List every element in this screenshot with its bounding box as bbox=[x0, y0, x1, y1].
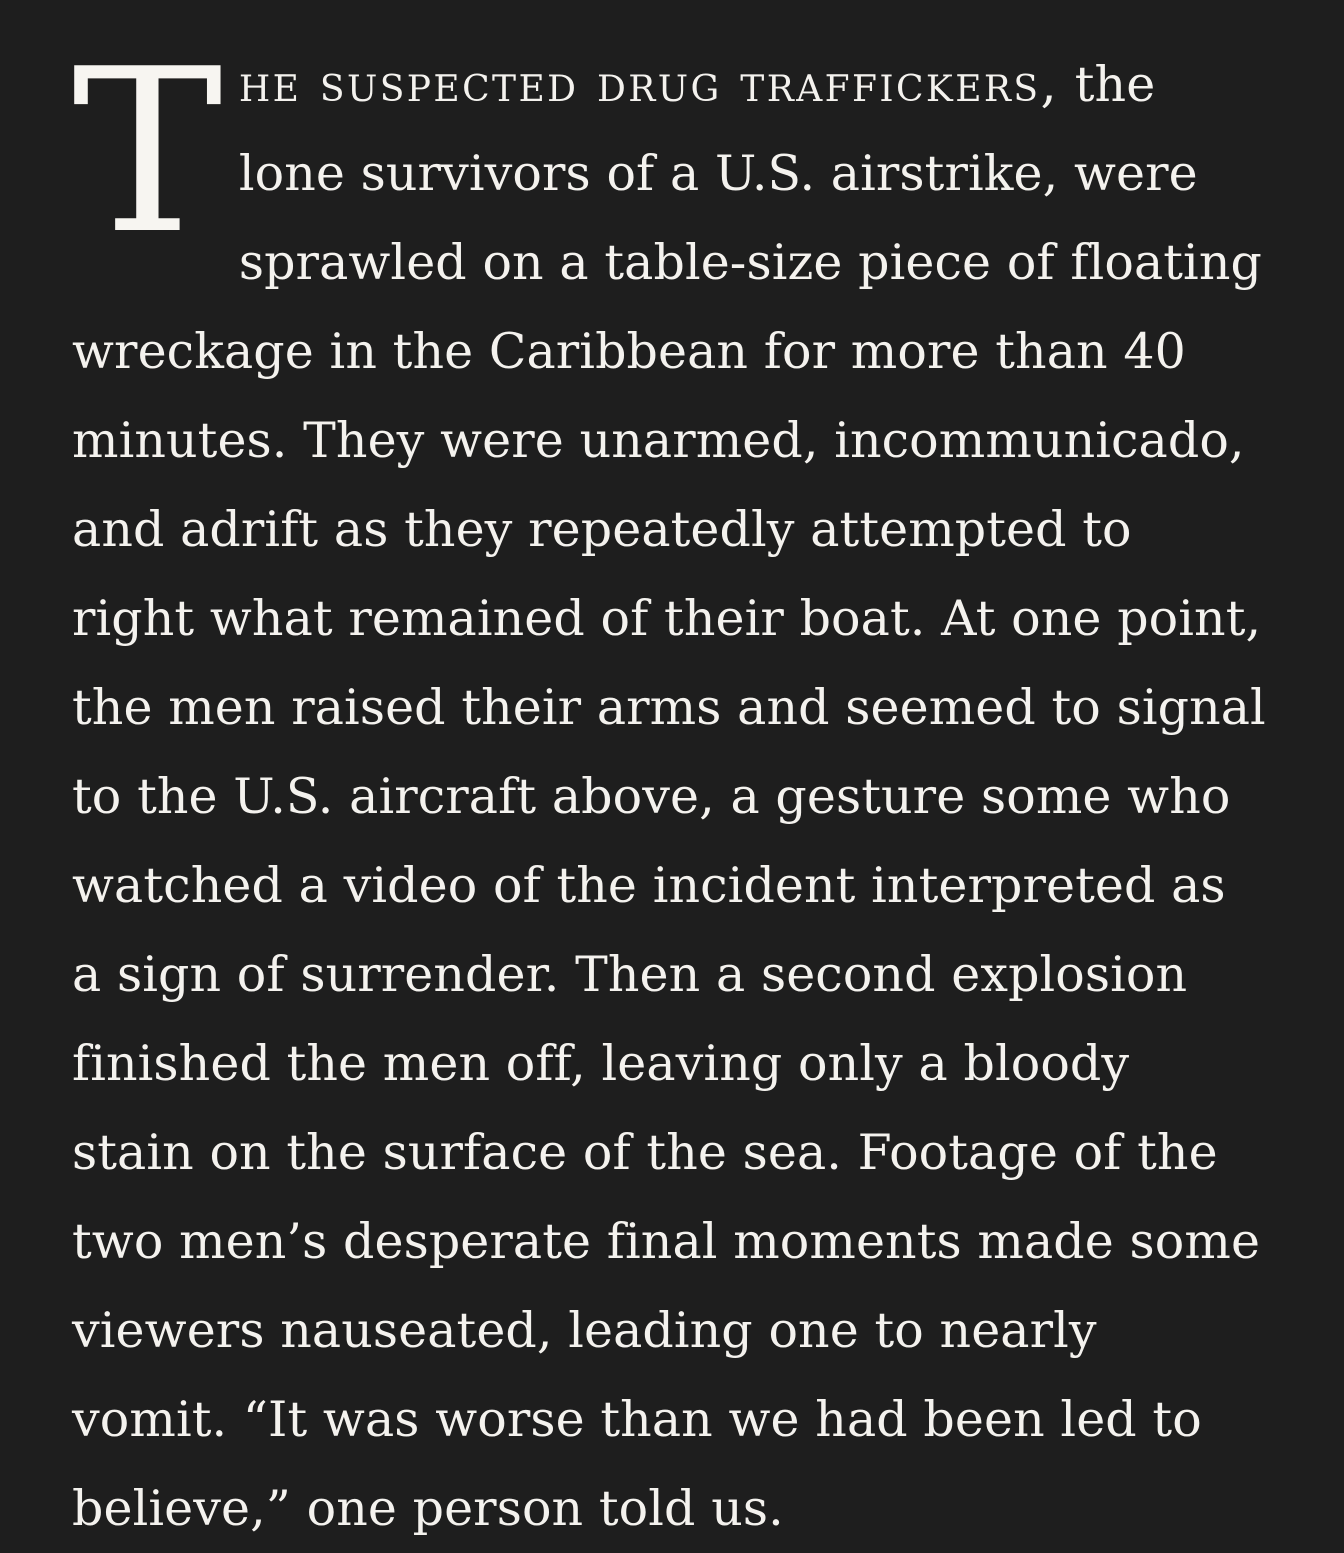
drop-cap: T bbox=[72, 21, 223, 284]
lead-body-text: the lone survivors of a U.S. airstrike, were sprawled on a table-size piece of floating wreckage in the Caribbean for more than 40 minutes. They were unarmed, incommunicado, and adrift as they repeatedly attempted to right what remained of their boat. At one point, the men raised their arms and seemed to signal to the U.S. aircraft above, a gesture some who watched a video of the incident interpreted as a sign of surrender. Then a second explosion finished the men off, leaving only a bloody stain on the surface of the sea. Footage of the two men’s desperate final moments made some viewers nauseated, leading one to nearly vomit. “It was worse than we had been led to believe,” one person told us. bbox=[72, 56, 1266, 1537]
lead-paragraph bbox=[72, 21, 1266, 1553]
lead-small-caps: he suspected drug traffickers, bbox=[238, 55, 1060, 114]
